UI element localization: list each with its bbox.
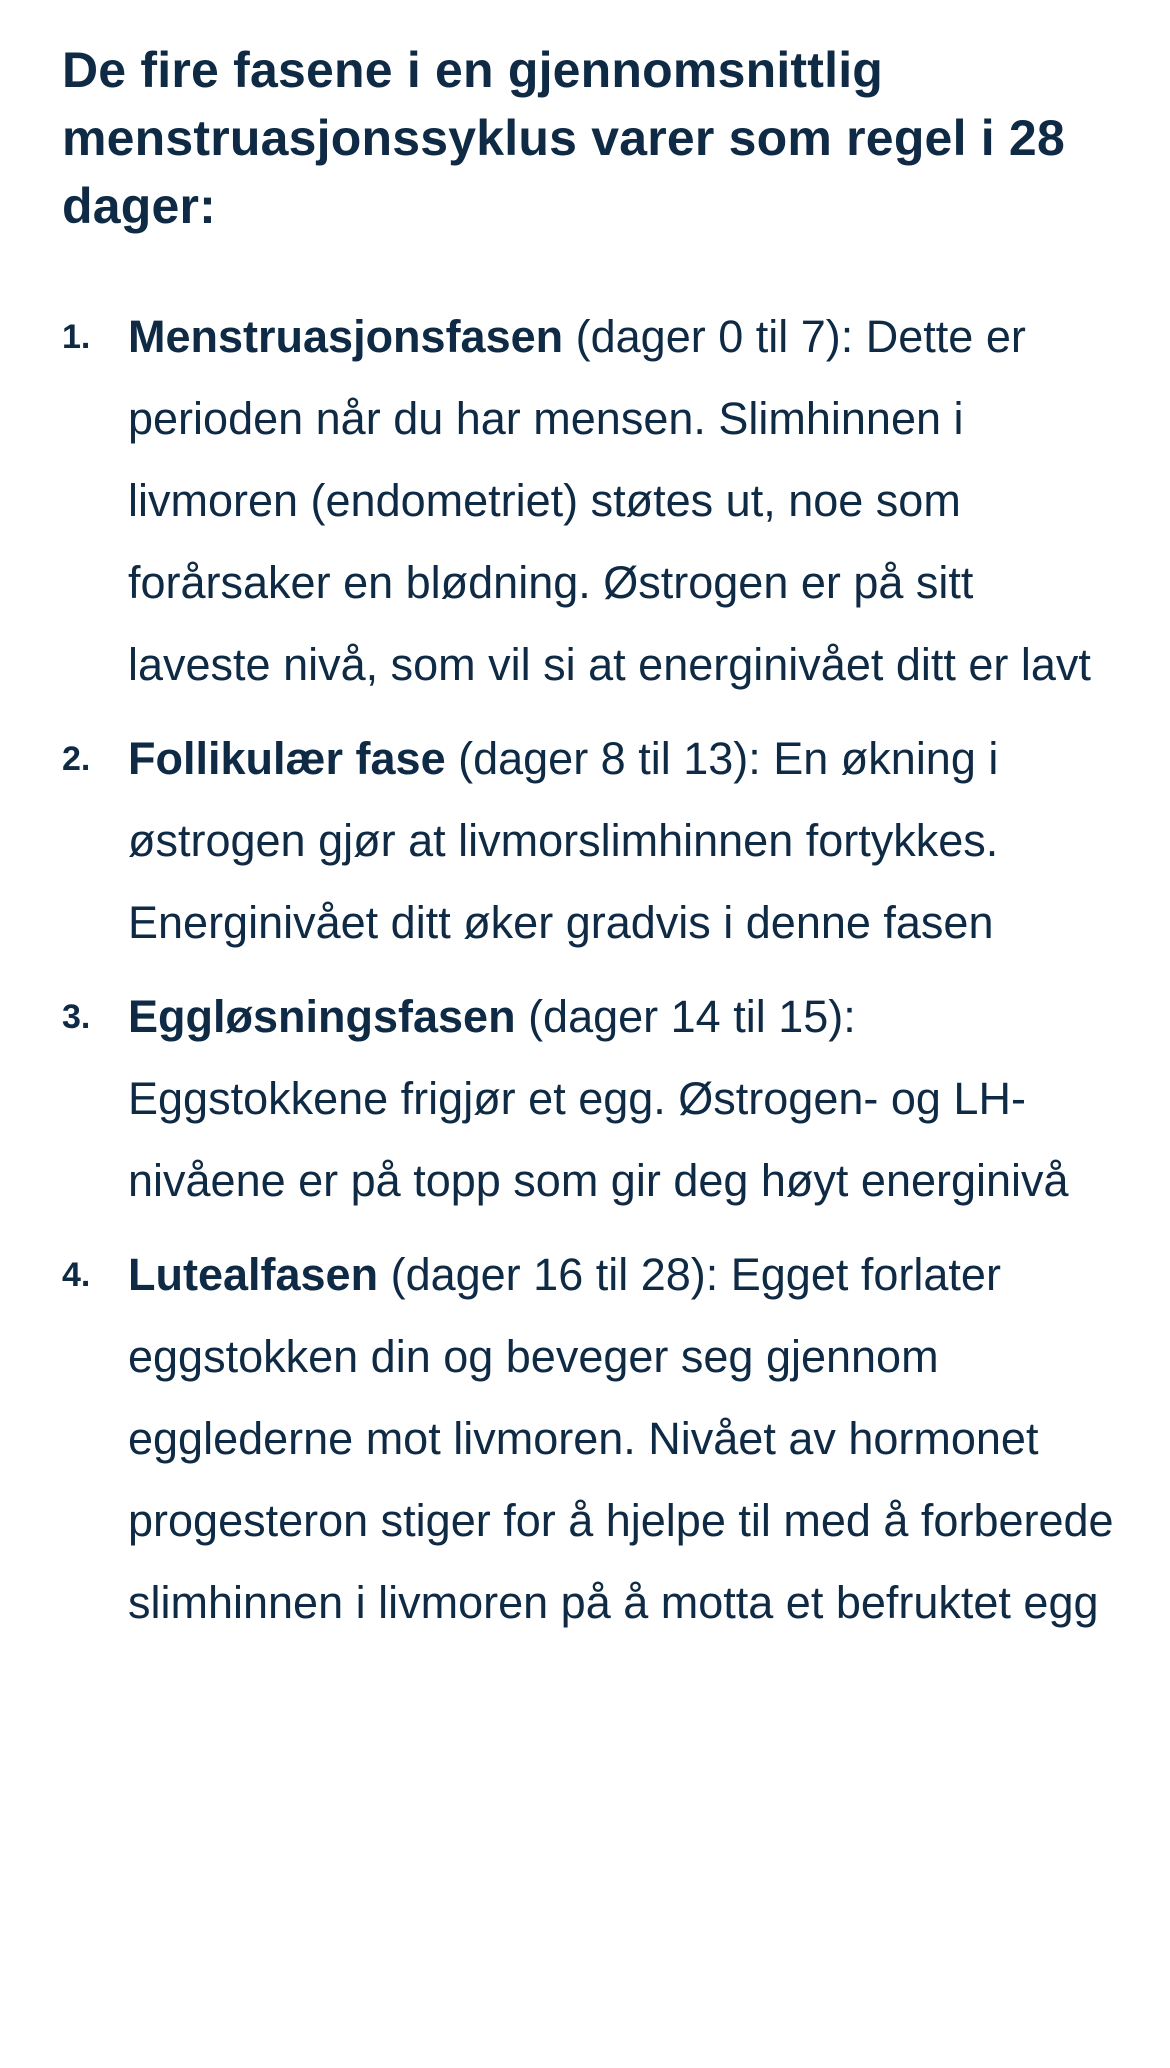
phase-text (128, 976, 1120, 1222)
phase-text (128, 1234, 1120, 1644)
phase-days: (dager 14 til 15) (515, 991, 844, 1042)
phase-item-ovulation (62, 976, 1120, 1222)
list-number: 2. (62, 740, 91, 778)
list-number: 3. (62, 998, 91, 1036)
phase-list (62, 296, 1120, 1644)
phase-description: : Eggstokkene frigjør et egg. Østrogen- og LH-nivåene er på topp som gir deg høyt energinivå (128, 991, 1069, 1206)
phase-name: Menstruasjonsfasen (128, 311, 564, 362)
phase-name: Lutealfasen (128, 1249, 379, 1300)
phase-name: Eggløsningsfasen (128, 991, 516, 1042)
list-number: 1. (62, 318, 91, 356)
list-number: 4. (62, 1256, 91, 1294)
phase-text (128, 718, 1120, 964)
phase-description: : En økning i østrogen gjør at livmorslimhinnen fortykkes. Energinivået ditt øker gradvis i denne fasen (128, 733, 999, 948)
phase-description: : Dette er perioden når du har mensen. Slimhinnen i livmoren (endometriet) støtes ut, noe som forårsaker en blødning. Østrogen er på sitt laveste nivå, som vil si at energinivået ditt er lavt (128, 311, 1091, 690)
section-heading: De fire fasene i en gjennomsnittlig menstruasjonssyklus varer som regel i 28 dager: (62, 42, 1065, 234)
phase-days: (dager 16 til 28) (378, 1249, 706, 1300)
phase-text (128, 296, 1120, 706)
phase-item-luteal (62, 1234, 1120, 1644)
phase-days: (dager 0 til 7) (563, 311, 841, 362)
phase-name: Follikulær fase (128, 733, 446, 784)
phase-item-menstrual (62, 296, 1120, 706)
phase-description: : Egget forlater eggstokken din og beveger seg gjennom egglederne mot livmoren. Nivået av hormonet progesteron stiger for å hjelpe til med å forberede slimhinnen i livmoren på å motta et befruktet egg (128, 1249, 1114, 1628)
phase-item-follicular (62, 718, 1120, 964)
phase-days: (dager 8 til 13) (445, 733, 749, 784)
